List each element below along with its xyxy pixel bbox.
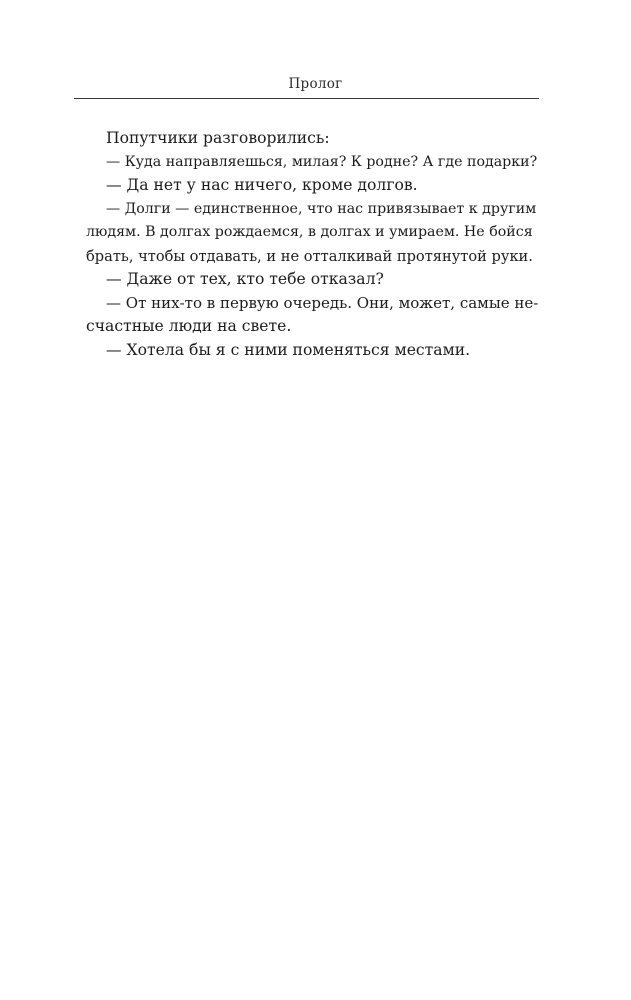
- text-line: — Да нет у нас ничего, кроме долгов.: [106, 176, 418, 194]
- text-line: — Куда направляешься, милая? К родне? А где подарки?: [106, 153, 538, 170]
- running-head-title: Пролог: [288, 76, 343, 92]
- text-line: брать, чтобы отдавать, и не отталкивай протянутой руки.: [86, 247, 533, 265]
- text-line: — Долги — единственное, что нас привязывает к другим: [106, 200, 537, 217]
- header-divider: [74, 98, 539, 99]
- text-line: счастные люди на свете.: [86, 317, 292, 335]
- text-line: — Хотела бы я с ними поменяться местами.: [106, 340, 471, 359]
- body-text: [86, 127, 538, 362]
- text-line: — Даже от тех, кто тебе отказал?: [106, 270, 384, 288]
- text-line: Попутчики разговорились:: [106, 129, 330, 147]
- text-line: людям. В долгах рождаемся, в долгах и умираем. Не бойся: [86, 224, 533, 240]
- text-line: — От них-то в первую очередь. Они, может, самые не-: [106, 293, 539, 312]
